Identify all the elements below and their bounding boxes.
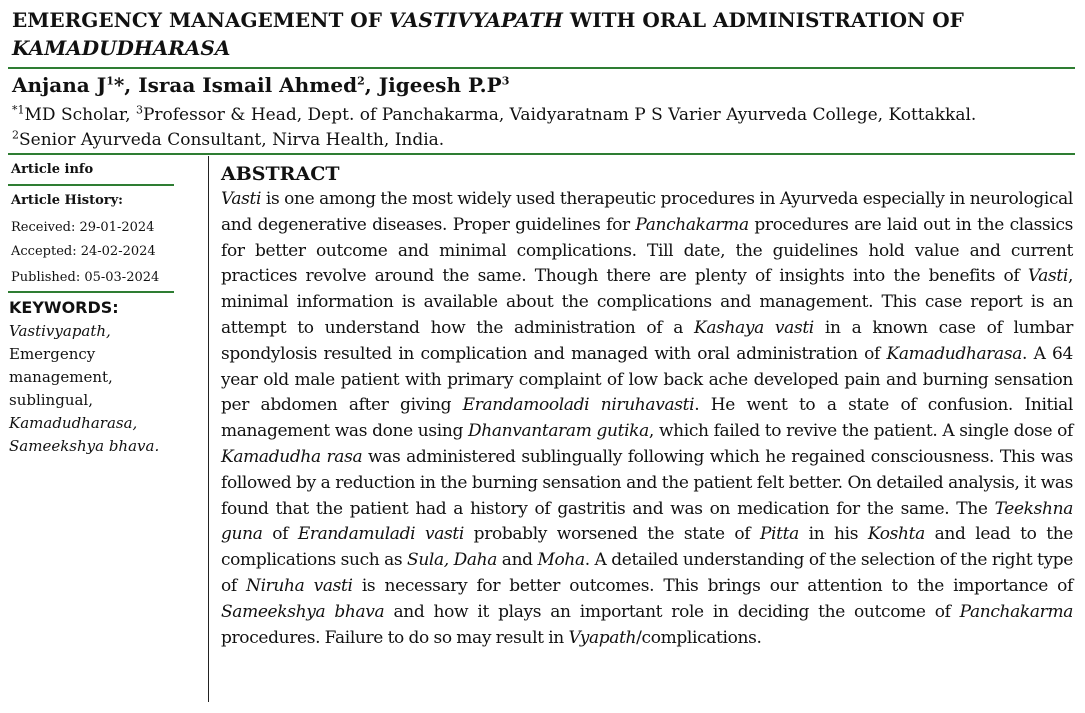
keyword-item: Vastivyapath,	[9, 322, 111, 340]
paper-title	[12, 6, 1072, 62]
abstract-italic-term: Koshta	[867, 524, 925, 545]
title-rule	[8, 67, 1075, 69]
abstract-text: procedures. Failure to do so may result in	[221, 627, 569, 648]
published-date: Published: 05-03-2024	[11, 270, 160, 285]
author-1-sup: 1	[106, 74, 114, 88]
title-part2: WITH ORAL ADMINISTRATION OF	[562, 8, 964, 32]
abstract-text: in his	[798, 524, 868, 545]
abstract-italic-term: Vasti	[1027, 266, 1068, 287]
abstract-italic-term: Pitta	[759, 524, 799, 545]
affil-sup-1: *1	[12, 103, 25, 117]
abstract-italic-term: Dhanvantaram gutika	[467, 421, 649, 442]
accepted-date: Accepted: 24-02-2024	[11, 244, 156, 259]
abstract-italic-term: Sula, Daha	[407, 550, 498, 571]
affiliation-line-1	[12, 103, 976, 127]
abstract-italic-term: Sameekshya bhava	[221, 601, 385, 622]
abstract-text: and	[497, 550, 538, 571]
author-list	[12, 72, 509, 98]
abstract-italic-term: Kamadudha rasa	[221, 446, 363, 467]
abstract-text: , minimal information is available about the complications and management. This case report is an attempt to understand how the administration of a	[221, 266, 1073, 338]
abstract-text: . A detailed understanding of the selection of the right type of	[221, 550, 1074, 596]
affiliation-line-2	[12, 128, 444, 152]
title-italic2: KAMADUDHARASA	[12, 36, 231, 60]
abstract-italic-term: Teekshna guna	[221, 498, 1073, 545]
abstract-italic-term: Vasti	[221, 189, 262, 209]
abstract-text: in a known case of lumbar spondylosis resulted in complication and managed with oral administration of	[221, 317, 1074, 364]
title-italic1: VASTIVYAPATH	[388, 8, 563, 32]
author-3: Jigeesh P.P	[378, 73, 502, 97]
abstract-italic-term: Erandamooladi niruhavasti	[462, 395, 695, 416]
header-rule	[8, 153, 1075, 155]
abstract-text: and lead to the complications such as	[221, 524, 1074, 571]
abstract-italic-term: Kamadudharasa	[886, 343, 1022, 364]
author-2: Israa Ismail Ahmed	[138, 73, 358, 97]
column-divider	[208, 156, 209, 702]
abstract-text: and how it plays an important role in deciding the outcome of	[384, 601, 960, 622]
abstract-text: was administered sublingually following which he regained consciousness. This was followed by a reduction in the burning sensation and the patient felt better. On detailed analysis, it was found that the patient had a history of gastritis and was on medication for the same. The	[221, 446, 1074, 519]
abstract-italic-term: Erandamuladi vasti	[297, 524, 464, 545]
abstract-text: . A 64 year old male patient with primary complaint of low back ache developed pain and burning sensation per abdomen after giving	[221, 343, 1073, 416]
keyword-item: management,	[9, 368, 113, 386]
abstract-italic-term: Kashaya vasti	[693, 317, 814, 338]
abstract-text: is necessary for better outcomes. This brings our attention to the importance of	[352, 575, 1073, 596]
author-1: Anjana J	[12, 73, 107, 97]
abstract-italic-term: Moha	[537, 550, 585, 571]
abstract-italic-term: Niruha vasti	[246, 575, 353, 596]
abstract-text: procedures are laid out in the classics for better outcome and minimal complications. Till date, the guidelines hold value and current practices revolve around the same. Though there are plenty of insights into the benefits of	[221, 214, 1073, 287]
article-history-label: Article History:	[11, 193, 123, 208]
author-1-mark: *,	[113, 73, 139, 97]
keywords-list	[8, 320, 174, 458]
author-sep: ,	[364, 73, 379, 97]
abstract-heading: ABSTRACT	[221, 163, 340, 185]
received-date: Received: 29-01-2024	[11, 220, 155, 235]
abstract-text: probably worsened the state of	[463, 524, 760, 545]
abstract-body	[221, 187, 1073, 651]
article-info-sidebar	[8, 156, 174, 458]
abstract-text: /complications.	[636, 627, 762, 648]
title-part1: EMERGENCY MANAGEMENT OF	[12, 8, 389, 32]
affil-text-2: Senior Ayurveda Consultant, Nirva Health, India.	[19, 130, 445, 150]
affil-sup-3: 3	[135, 103, 143, 117]
abstract-italic-term: Panchakarma	[635, 214, 749, 235]
keywords-heading: KEYWORDS:	[9, 298, 119, 317]
keywords-rule	[8, 291, 174, 293]
abstract-text: , which failed to revive the patient. A single dose of	[648, 421, 1073, 442]
keyword-item: Sameekshya bhava.	[9, 437, 160, 455]
abstract-text: . He went to a state of confusion. Initial management was done using	[221, 395, 1073, 442]
article-info-heading: Article info	[11, 162, 94, 177]
keyword-item: sublingual,	[9, 391, 93, 409]
keyword-item: Kamadudharasa,	[9, 414, 138, 432]
abstract-italic-term: Vyapath	[568, 627, 637, 648]
abstract-text: of	[262, 524, 298, 545]
affil-text-3: Professor & Head, Dept. of Panchakarma, Vaidyaratnam P S Varier Ayurveda College, Kottakkal.	[142, 105, 977, 125]
author-2-sup: 2	[357, 74, 365, 88]
keyword-item: Emergency	[9, 345, 96, 363]
author-3-sup: 3	[501, 74, 510, 88]
abstract-text: is one among the most widely used therapeutic procedures in Ayurveda especially in neurological and degenerative diseases. Proper guidelines for	[221, 189, 1073, 235]
abstract-italic-term: Panchakarma	[959, 601, 1074, 622]
affil-sup-2: 2	[12, 128, 19, 142]
affil-text-1: MD Scholar,	[24, 105, 136, 125]
